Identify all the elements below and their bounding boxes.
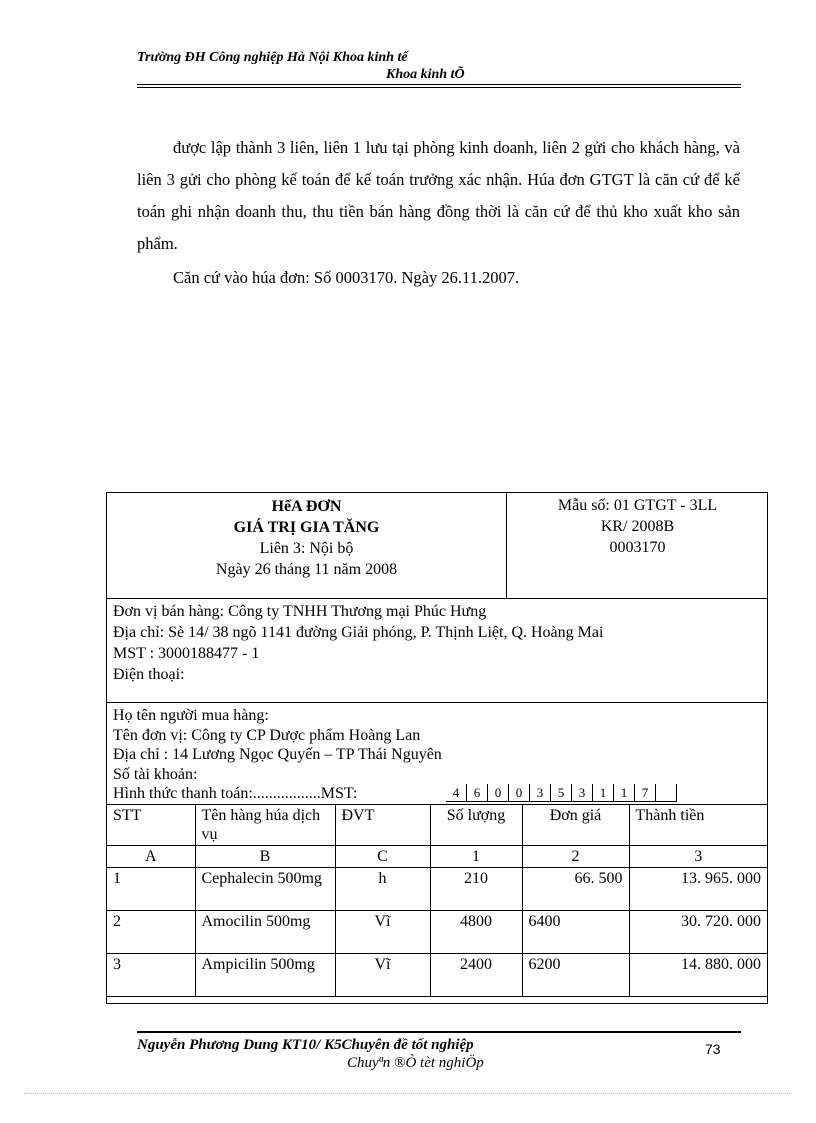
table-header-row xyxy=(107,805,767,846)
invoice xyxy=(106,492,768,1004)
buyer-tax-digits xyxy=(446,784,677,802)
cell-qty: 4800 xyxy=(430,911,522,954)
col-header-name: Tên hàng húa dịch vụ xyxy=(195,805,335,846)
items-table xyxy=(107,804,767,997)
seller-address: Địa chỉ: Sè 14/ 38 ngõ 1141 đường Giải phóng, P. Thịnh Liệt, Q. Hoàng Mai xyxy=(113,624,604,641)
paragraph-2: Căn cứ vào húa đơn: Số 0003170. Ngày 26.11.2007. xyxy=(173,268,520,287)
buyer-account: Số tài khoản: xyxy=(113,765,198,783)
page-edge-dotted-line xyxy=(24,1093,792,1094)
invoice-form-block xyxy=(508,493,767,598)
table-letter-row xyxy=(107,846,767,868)
tax-digit: 6 xyxy=(467,784,488,801)
footer-author: Nguyễn Phương Dung KT10/ K5Chuyên đề tốt nghiệp xyxy=(137,1037,474,1053)
table-row xyxy=(107,911,767,954)
page-number: 73 xyxy=(705,1041,721,1057)
seller-unit: Đơn vị bán hàng: Công ty TNHH Thương mại Phúc Hưng xyxy=(113,603,487,620)
cell-qty: 210 xyxy=(430,868,522,911)
tax-digit: 3 xyxy=(530,784,551,801)
header-faculty: Khoa kinh tÕ xyxy=(386,67,465,82)
paragraph-1: được lập thành 3 liên, liên 1 lưu tại phòng kinh doanh, liên 2 gửi cho khách hàng, và liên 3 gửi cho phòng kế toán để kế toán trưởng xác nhận. Húa đơn GTGT là căn cứ để kế toán ghi nhận doanh thu, thu tiền bán hàng đồng thời là căn cứ để thủ kho xuất kho sản phẩm. xyxy=(137,138,740,253)
col-letter: 3 xyxy=(629,846,767,868)
invoice-number: 0003170 xyxy=(609,539,666,556)
invoice-date: Ngày 26 tháng 11 năm 2008 xyxy=(215,561,398,578)
cell-price: 6200 xyxy=(522,954,629,997)
cell-name: Amocilin 500mg xyxy=(195,911,335,954)
cell-amount: 13. 965. 000 xyxy=(629,868,767,911)
tax-digit: 1 xyxy=(593,784,614,801)
tax-digit: 5 xyxy=(551,784,572,801)
header-rule xyxy=(137,84,741,85)
header-school: Trường ĐH Công nghiệp Hà Nội Khoa kinh tế xyxy=(137,50,408,65)
buyer-address: Địa chỉ : 14 Lương Ngọc Quyến – TP Thái Nguyên xyxy=(113,746,442,763)
cell-amount: 30. 720. 000 xyxy=(629,911,767,954)
col-header-price: Đơn giá xyxy=(522,805,629,846)
buyer-unit: Tên đơn vị: Công ty CP Dược phẩm Hoàng Lan xyxy=(113,726,421,744)
cell-price: 6400 xyxy=(522,911,629,954)
body-text xyxy=(137,132,740,294)
cell-unit: h xyxy=(335,868,430,911)
col-header-qty: Số lượng xyxy=(430,805,522,846)
col-letter: B xyxy=(195,846,335,868)
tax-digit: 4 xyxy=(446,784,467,801)
invoice-form-no: Mẫu số: 01 GTGT - 3LL xyxy=(557,497,718,514)
tax-digit: 0 xyxy=(509,784,530,801)
cell-unit: Vĩ xyxy=(335,954,430,997)
footer-title: Chuyªn ®Ò tèt nghiÖp xyxy=(347,1055,484,1071)
invoice-series: KR/ 2008B xyxy=(600,518,675,535)
invoice-subtitle: GIÁ TRỊ GIA TĂNG xyxy=(233,519,380,536)
tax-digit: 0 xyxy=(488,784,509,801)
tax-digit xyxy=(656,784,677,801)
seller-tax-code: MST : 3000188477 - 1 xyxy=(113,645,260,662)
table-row xyxy=(107,954,767,997)
invoice-title-block xyxy=(107,493,507,598)
table-row xyxy=(107,868,767,911)
seller-phone: Điện thoại: xyxy=(113,666,185,683)
col-header-stt: STT xyxy=(107,805,195,846)
cell-name: Cephalecin 500mg xyxy=(195,868,335,911)
buyer-name: Họ tên người mua hàng: xyxy=(113,707,269,724)
col-header-unit: ĐVT xyxy=(335,805,430,846)
buyer-payment-row xyxy=(113,784,767,804)
col-letter: A xyxy=(107,846,195,868)
col-header-amount: Thành tiền xyxy=(629,805,767,846)
cell-stt: 3 xyxy=(107,954,195,997)
col-letter: 1 xyxy=(430,846,522,868)
invoice-copy: Liên 3: Nội bộ xyxy=(259,540,354,557)
tax-digit: 1 xyxy=(614,784,635,801)
buyer-info xyxy=(107,704,767,804)
cell-stt: 1 xyxy=(107,868,195,911)
tax-digit: 7 xyxy=(635,784,656,801)
invoice-header xyxy=(107,493,767,599)
cell-stt: 2 xyxy=(107,911,195,954)
tax-digit: 3 xyxy=(572,784,593,801)
cell-name: Ampicilin 500mg xyxy=(195,954,335,997)
cell-qty: 2400 xyxy=(430,954,522,997)
invoice-title: HểA ĐƠN xyxy=(271,498,342,515)
col-letter: C xyxy=(335,846,430,868)
cell-amount: 14. 880. 000 xyxy=(629,954,767,997)
header-rule-double xyxy=(137,87,741,88)
col-letter: 2 xyxy=(522,846,629,868)
seller-info xyxy=(107,599,767,703)
cell-price: 66. 500 xyxy=(522,868,629,911)
footer-rule xyxy=(137,1031,741,1033)
buyer-payment: Hình thức thanh toán:.................MST: xyxy=(113,785,358,802)
cell-unit: Vĩ xyxy=(335,911,430,954)
